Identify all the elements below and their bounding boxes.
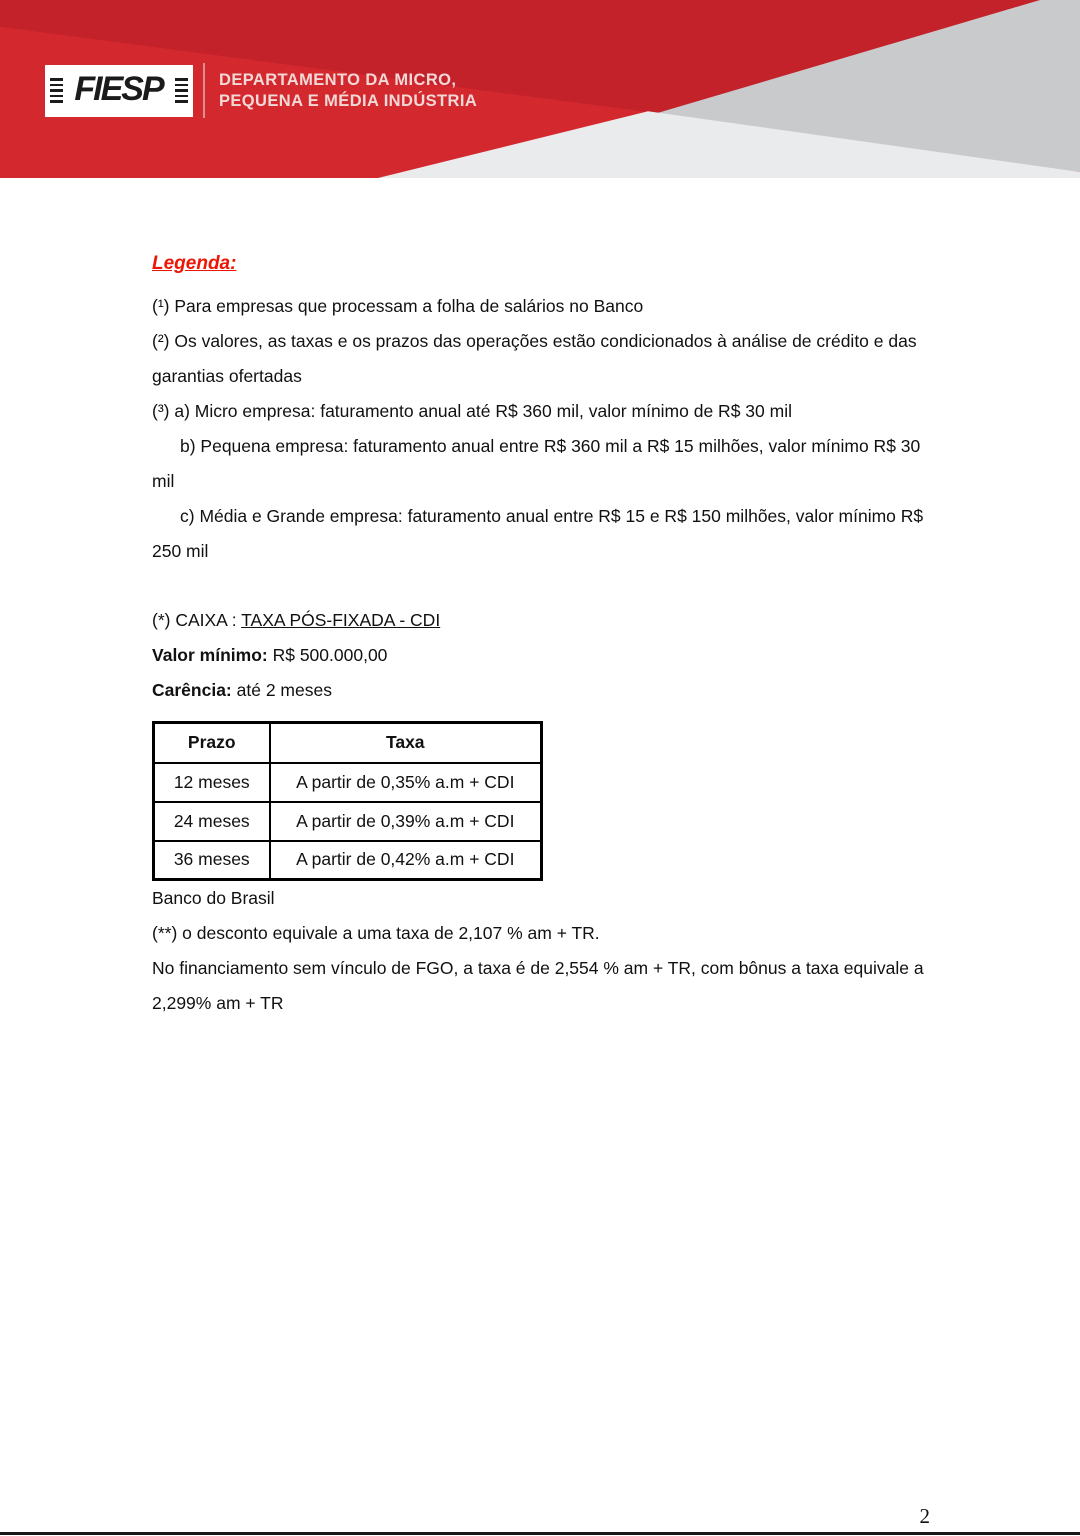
department-title	[219, 70, 477, 112]
caixa-heading-prefix: (*) CAIXA :	[152, 610, 237, 630]
logo-stripes-right-icon	[175, 78, 188, 103]
rates-table-header-row	[154, 723, 542, 763]
legend-item-3c: c) Média e Grande empresa: faturamento anual entre R$ 15 e R$ 150 milhões, valor mínimo R$ 250 mil	[152, 506, 924, 561]
table-row	[154, 841, 542, 880]
prazo-cell: 12 meses	[154, 763, 270, 802]
legend-item-3b: b) Pequena empresa: faturamento anual entre R$ 360 mil a R$ 15 milhões, valor mínimo R$ 30 mil	[152, 436, 921, 491]
taxa-cell: A partir de 0,39% a.m + CDI	[270, 802, 542, 841]
caixa-heading-title: TAXA PÓS-FIXADA - CDI	[241, 610, 441, 630]
header-banner	[0, 0, 1080, 178]
rates-table-header-taxa: Taxa	[270, 723, 542, 763]
legend-item-1: (¹) Para empresas que processam a folha de salários no Banco	[152, 296, 644, 316]
fiesp-logo-text: FIESP	[74, 69, 163, 108]
table-row	[154, 802, 542, 841]
prazo-cell: 36 meses	[154, 841, 270, 880]
legend-item-2: (²) Os valores, as taxas e os prazos das operações estão condicionados à análise de crédito e das garantias ofertadas	[152, 331, 917, 386]
department-line-1: DEPARTAMENTO DA MICRO,	[219, 70, 457, 89]
banco-brasil-line-2: No financiamento sem vínculo de FGO, a taxa é de 2,554 % am + TR, com bônus a taxa equivale a 2,299% am + TR	[152, 958, 924, 1013]
legend-title: Legenda:	[152, 253, 237, 274]
logo-stripes-left-icon	[50, 78, 63, 103]
rates-table-header-prazo: Prazo	[154, 723, 270, 763]
valor-minimo-label: Valor mínimo:	[152, 645, 268, 665]
table-row	[154, 763, 542, 802]
banco-brasil-line-1: (**) o desconto equivale a uma taxa de 2,107 % am + TR.	[152, 923, 600, 943]
prazo-cell: 24 meses	[154, 802, 270, 841]
valor-minimo-line	[152, 638, 930, 673]
rates-table	[152, 721, 543, 881]
brand-block	[45, 63, 477, 118]
carencia-line	[152, 673, 930, 708]
carencia-value: até 2 meses	[236, 680, 332, 700]
taxa-cell: A partir de 0,35% a.m + CDI	[270, 763, 542, 802]
carencia-label: Carência:	[152, 680, 232, 700]
footer-rule	[0, 1532, 1080, 1535]
caixa-section	[152, 603, 930, 708]
banco-brasil-title: Banco do Brasil	[152, 888, 275, 908]
taxa-cell: A partir de 0,42% a.m + CDI	[270, 841, 542, 880]
fiesp-logo	[45, 65, 193, 117]
department-line-2: PEQUENA E MÉDIA INDÚSTRIA	[219, 91, 478, 110]
caixa-heading	[152, 603, 930, 638]
header-divider	[203, 63, 205, 118]
page-number: 2	[919, 1504, 930, 1528]
legend-item-3a: (³) a) Micro empresa: faturamento anual até R$ 360 mil, valor mínimo de R$ 30 mil	[152, 401, 792, 421]
document-body	[0, 178, 930, 1021]
valor-minimo-value: R$ 500.000,00	[272, 645, 388, 665]
